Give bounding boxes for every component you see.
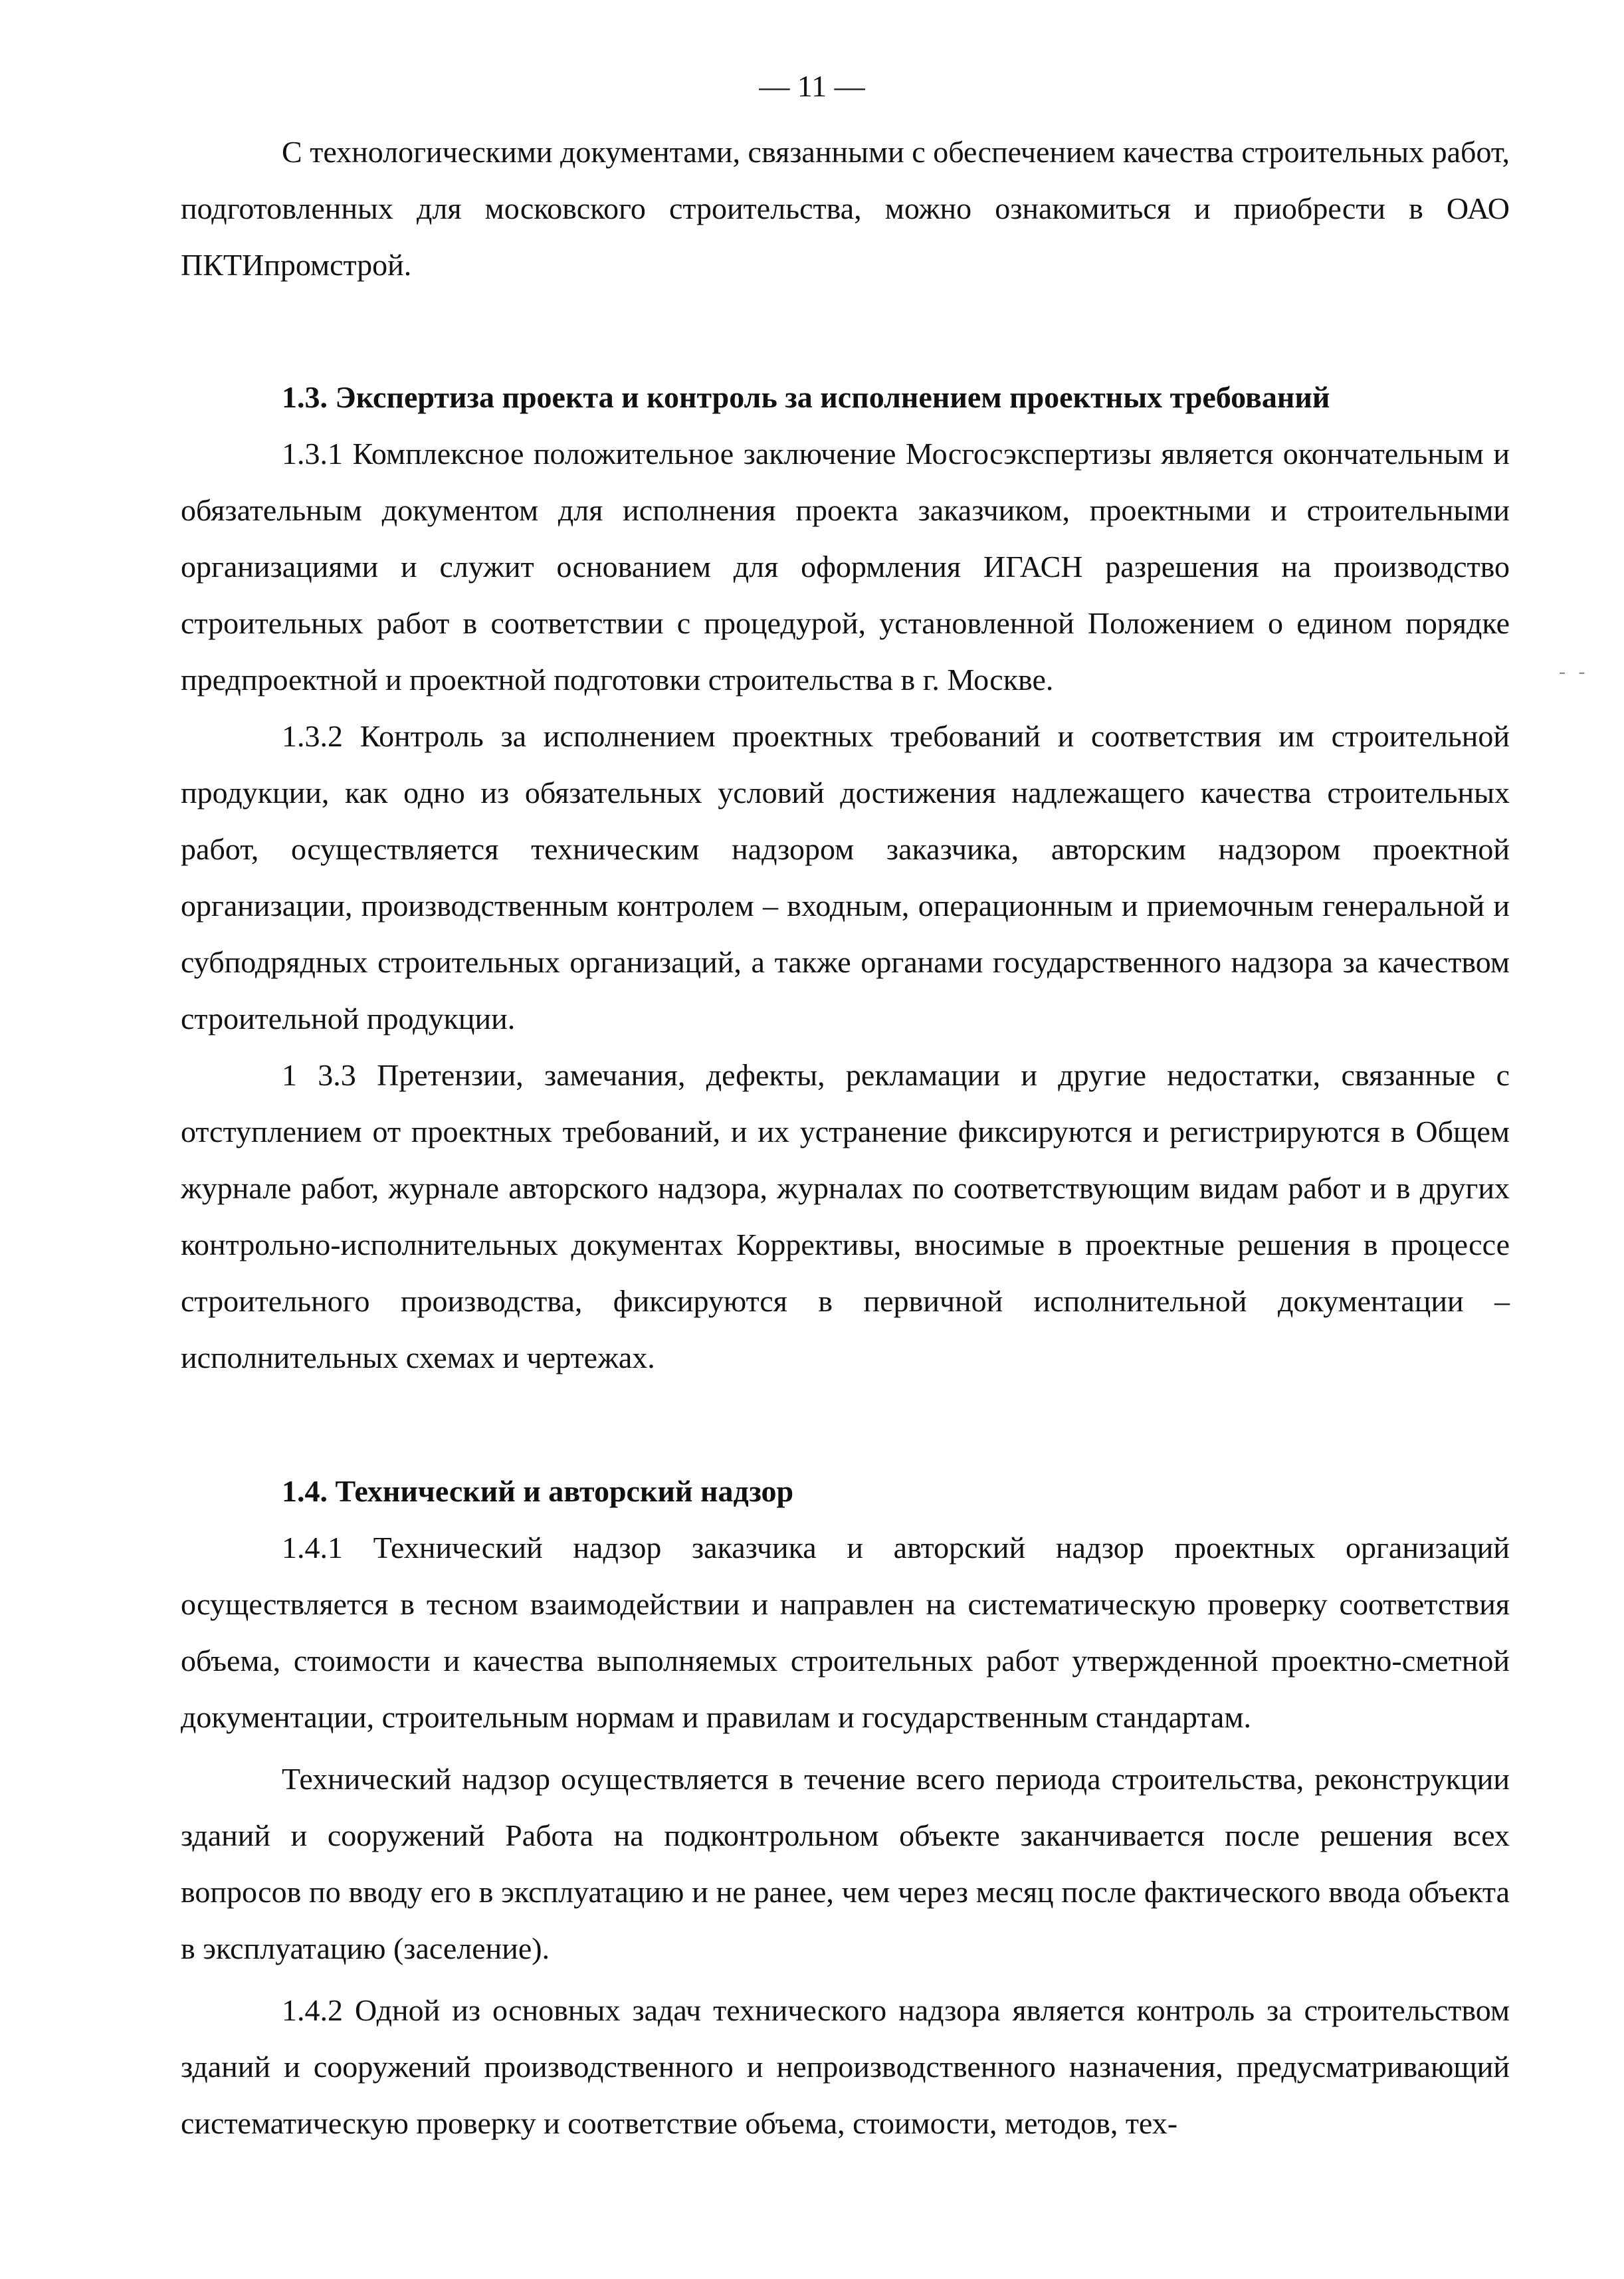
paragraph-spacer [181,1977,1510,1982]
scan-mark: ‐ ‐ [1559,661,1589,683]
paragraph-1-3-3: 1 3.3 Претензии, замечания, дефекты, рекламации и другие недостатки, связанные с отступлением от проектных требований, и их устранение фиксируются и регистрируются в Общем журнале работ, журнале авторского надзора, журналах по соответствующим видам работ и в других контрольно-исполнительных документах Коррективы, вносимые в проектные решения в процессе строительного производства, фиксируются в первичной исполнительной документации – исполнительных схемах и чертежах. [181,1058,1510,1374]
paragraph-spacer [181,1745,1510,1751]
paragraph-technical-supervision: Технический надзор осуществляется в течение всего периода строительства, реконструкции зданий и сооружений Работа на подконтрольном объекте заканчивается после решения всех вопросов по вводу его в эксплуатацию и не ранее, чем через месяц после фактического ввода объекта в эксплуатацию (заселение). [181,1762,1510,1965]
paragraph-1-4-2: 1.4.2 Одной из основных задач технического надзора является контроль за строительством зданий и сооружений производственного и непроизводственного назначения, предусматривающий систематическую проверку и соответствие объема, стоимости, методов, тех- [181,1993,1510,2140]
intro-paragraph: С технологическими документами, связанными с обеспечением качества строительных работ, подготовленных для московского строительства, можно ознакомиться и приобрести в ОАО ПКТИпромстрой. [181,135,1510,282]
paragraph-1-4-1: 1.4.1 Технический надзор заказчика и авторский надзор проектных организаций осуществляется в тесном взаимодействии и направлен на систематическую проверку соответствия объема, стоимости и качества выполняемых строительных работ утвержденной проектно-сметной документации, строительным нормам и правилам и государственным стандартам. [181,1531,1510,1734]
page-body [181,124,1510,2151]
page-number: — 11 — [759,69,865,103]
section-heading-1-3: 1.3. Экспертиза проекта и контроль за исполнением проектных требований [282,380,1330,414]
section-heading-1-4: 1.4. Технический и авторский надзор [282,1474,794,1508]
section-1-4 [181,1463,1510,2151]
paragraph-1-3-1: 1.3.1 Комплексное положительное заключение Мосгосэкспертизы является окончательным и обязательным документом для исполнения проекта заказчиком, проектными и строительными организациями и служит основанием для оформления ИГАСН разрешения на производство строительных работ в соответствии с процедурой, установленной Положением о едином порядке предпроектной и проектной подготовки строительства в г. Москве. [181,437,1510,697]
section-1-3 [181,369,1510,1386]
paragraph-1-3-2: 1.3.2 Контроль за исполнением проектных требований и соответствия им строительной продукции, как одно из обязательных условий достижения надлежащего качества строительных работ, осуществляется техническим надзором заказчика, авторским надзором проектной организации, производственным контролем – входным, операционным и приемочным генеральной и субподрядных строительных организаций, а также органами государственного надзора за качеством строительной продукции. [181,719,1510,1035]
section-spacer [181,1386,1510,1463]
section-spacer [181,293,1510,369]
